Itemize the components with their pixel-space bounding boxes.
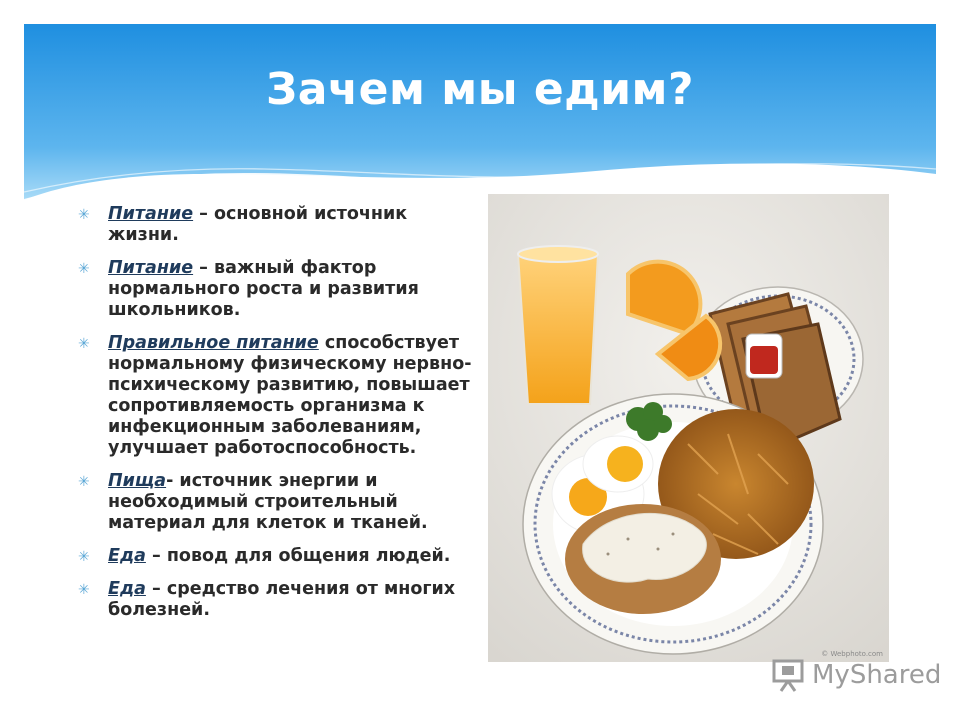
presentation-board-icon [768, 658, 808, 692]
bullet-term: Питание [108, 204, 194, 224]
slide-title: Зачем мы едим? [265, 64, 695, 115]
asterisk-star-icon: ✳ [78, 207, 90, 223]
bullet-text: – средство лечения от многих болезней. [108, 579, 456, 620]
asterisk-star-icon: ✳ [78, 336, 90, 352]
bullet-list [78, 204, 478, 633]
bullet-text: - источник энергии и необходимый строительный материал для клеток и тканей. [108, 471, 428, 533]
breakfast-photo [488, 194, 889, 662]
list-item [78, 333, 478, 459]
bullet-term: Еда [108, 546, 146, 566]
asterisk-star-icon: ✳ [78, 261, 90, 277]
bullet-term: Питание [108, 258, 194, 278]
bullet-text: – основной источник жизни. [108, 204, 408, 245]
bullet-text: – повод для общения людей. [145, 546, 451, 566]
watermark-text: MyShared [812, 660, 942, 690]
bullet-text: – важный фактор нормального роста и развития школьников. [108, 258, 419, 320]
list-item [78, 579, 478, 621]
asterisk-star-icon: ✳ [78, 474, 90, 490]
list-item [78, 546, 478, 567]
bullet-text: способствует нормальному физическому нервно-психическому развитию, повышает сопротивляемость организма к инфекционным заболеваниям, улучшает работоспособность. [108, 333, 472, 458]
bullet-term: Правильное питание [108, 333, 319, 353]
asterisk-star-icon: ✳ [78, 549, 90, 565]
watermark [768, 657, 941, 693]
bullet-term: Еда [108, 579, 146, 599]
list-item [78, 471, 478, 534]
list-item [78, 204, 478, 246]
bullet-term: Пища [108, 471, 167, 491]
list-item [78, 258, 478, 321]
photo-credit: © Webphoto.com [821, 650, 883, 658]
breakfast-plate-illustration [488, 194, 889, 662]
asterisk-star-icon: ✳ [78, 582, 90, 598]
